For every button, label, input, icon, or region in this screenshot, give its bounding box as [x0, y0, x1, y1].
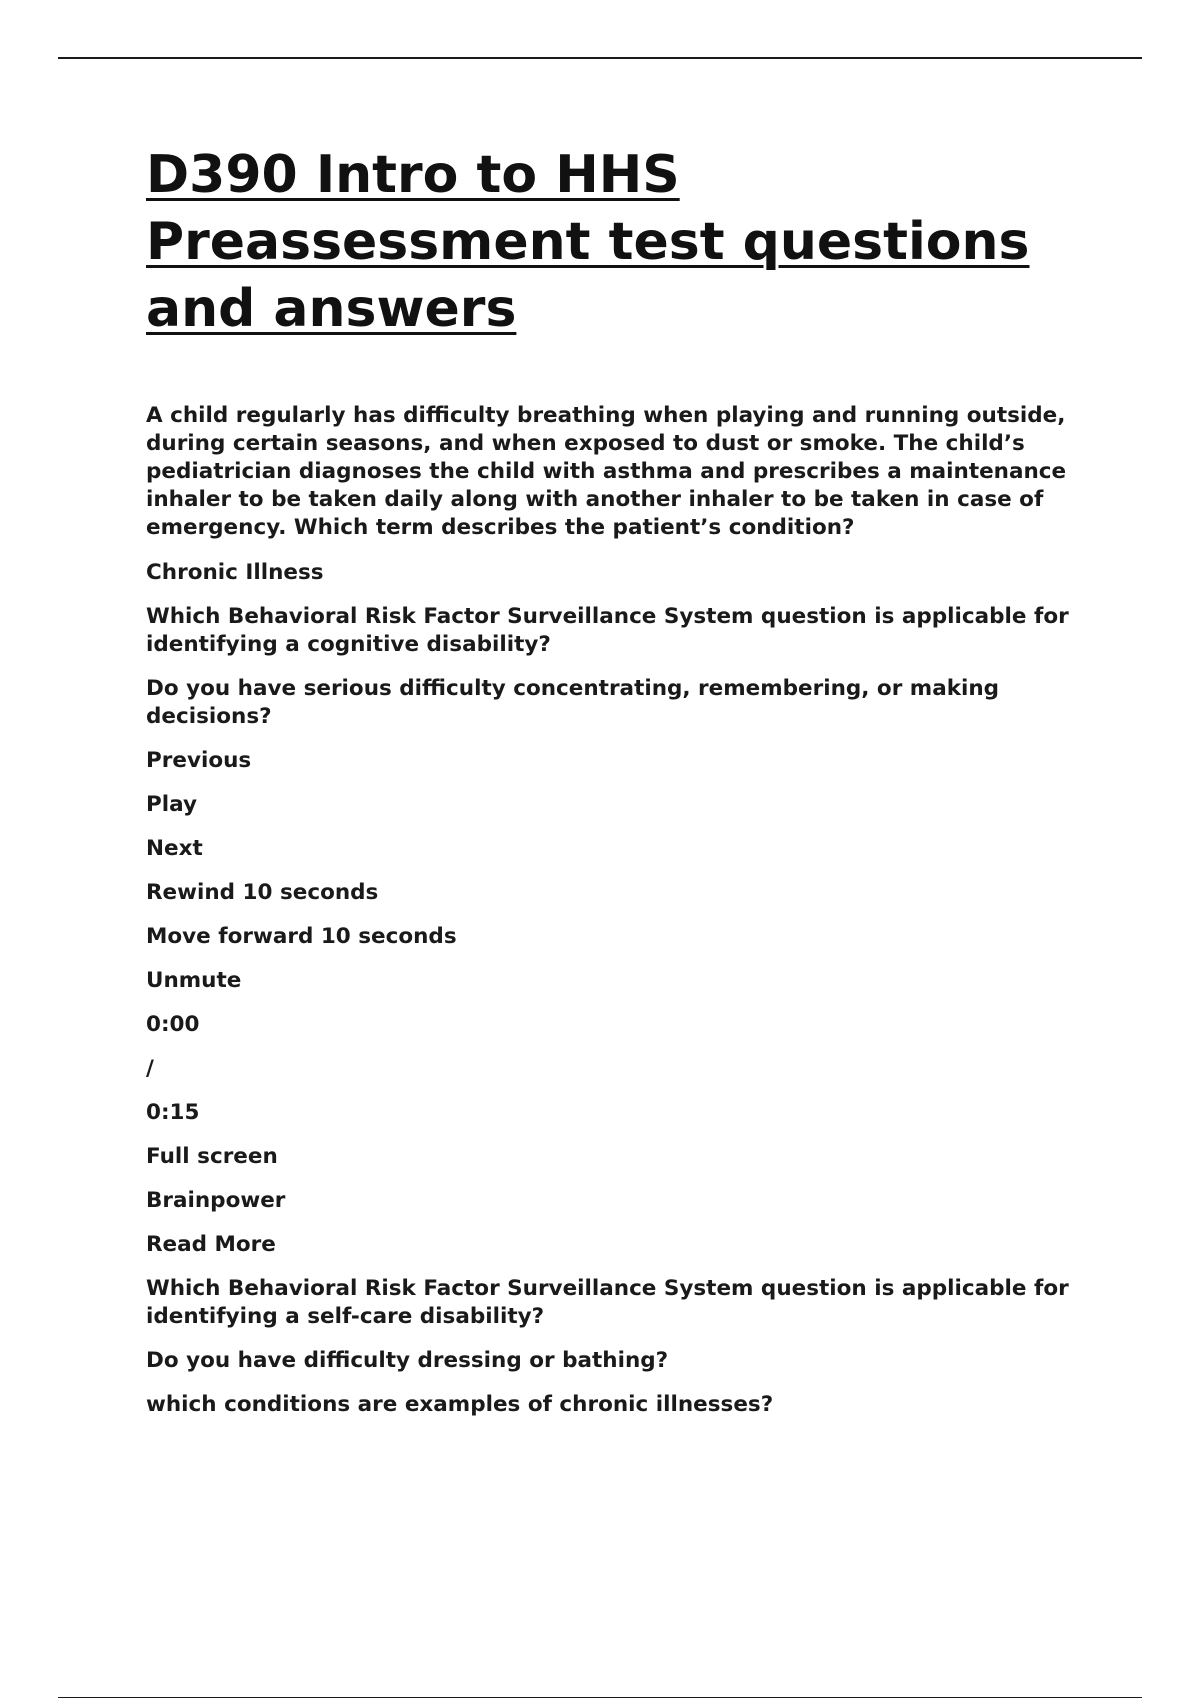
player-unmute-label: Unmute	[146, 968, 242, 993]
player-next-label: Next	[146, 836, 203, 861]
header-rule	[58, 57, 1142, 59]
footer-rule	[58, 1697, 1142, 1698]
player-fullscreen-label: Full screen	[146, 1144, 278, 1169]
answer-chronic-illness: Chronic Illness	[146, 560, 324, 585]
player-duration: 0:15	[146, 1100, 200, 1125]
player-rewind-label: Rewind 10 seconds	[146, 880, 379, 905]
document-body	[146, 402, 1096, 1435]
player-previous-label: Previous	[146, 748, 252, 773]
question-cognitive-disability: Which Behavioral Risk Factor Surveillance System question is applicable for identifying a cognitive disability?	[146, 604, 1069, 657]
player-time-separator: /	[146, 1056, 154, 1081]
brainpower-label: Brainpower	[146, 1188, 286, 1213]
answer-cognitive-disability: Do you have serious difficulty concentrating, remembering, or making decisions?	[146, 676, 1000, 729]
answer-self-care-disability: Do you have difficulty dressing or bathing?	[146, 1348, 669, 1373]
question-self-care-disability: Which Behavioral Risk Factor Surveillance System question is applicable for identifying a self-care disability?	[146, 1276, 1069, 1329]
read-more-label: Read More	[146, 1232, 276, 1257]
player-forward-label: Move forward 10 seconds	[146, 924, 457, 949]
player-current-time: 0:00	[146, 1012, 200, 1037]
player-play-label: Play	[146, 792, 197, 817]
page-title: D390 Intro to HHS Preassessment test questions and answers	[146, 145, 1030, 339]
question-chronic-illness-examples: which conditions are examples of chronic illnesses?	[146, 1392, 774, 1417]
question-asthma: A child regularly has difficulty breathing when playing and running outside, during certain seasons, and when exposed to dust or smoke. The child’s pediatrician diagnoses the child with asthma and prescribes a maintenance inhaler to be taken daily along with another inhaler to be taken in case of emergency. Which term describes the patient’s condition?	[146, 403, 1067, 540]
